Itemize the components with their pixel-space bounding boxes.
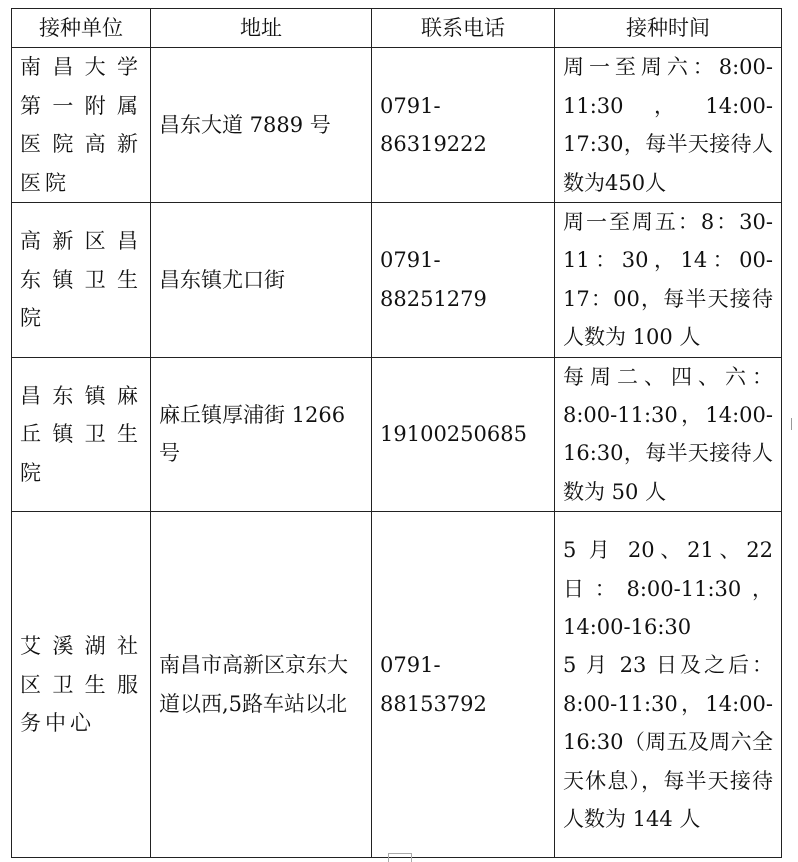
table-row [12,203,782,358]
address-cell: 麻丘镇厚浦街 1266 号 [151,357,372,512]
time-cell: 周一至周五：8：30-11：30，14：00-17：00，每半天接待人数为 100 人 [555,203,782,358]
address-cell: 昌东镇尤口街 [151,203,372,358]
table-add-row-handle[interactable] [388,853,412,862]
unit-cell: 高新区昌东镇卫生院 [12,203,151,358]
time-cell: 周一至周六：8:00-11:30，14:00-17:30，每半天接待人数为450人 [555,48,782,203]
time-cell: 5 月 20、21、22 日：8:00-11:30，14:00-16:30 5 月 23 日及之后：8:00-11:30，14:00-16:30（周五及周六全天休息），每半天接待人数为 144 人 [555,512,782,858]
table-resize-handle[interactable] [791,418,798,430]
table-row [12,512,782,858]
header-time: 接种时间 [555,9,782,48]
phone-cell: 0791-88251279 [372,203,555,358]
header-phone: 联系电话 [372,9,555,48]
address-cell: 昌东大道 7889 号 [151,48,372,203]
header-unit: 接种单位 [12,9,151,48]
table-row [12,48,782,203]
phone-cell: 0791-88153792 [372,512,555,858]
address-cell: 南昌市高新区京东大道以西,5路车站以北 [151,512,372,858]
table-header-row [12,9,782,48]
phone-cell: 19100250685 [372,357,555,512]
header-address: 地址 [151,9,372,48]
unit-cell: 昌东镇麻丘镇卫生院 [12,357,151,512]
unit-cell: 艾溪湖社区卫生服务中心 [12,512,151,858]
unit-cell: 南昌大学第一附属医院高新医院 [12,48,151,203]
table-row [12,357,782,512]
phone-cell: 0791-86319222 [372,48,555,203]
time-cell: 每周二、四、六：8:00-11:30，14:00-16:30，每半天接待人数为 50 人 [555,357,782,512]
vaccination-sites-table [11,8,782,858]
